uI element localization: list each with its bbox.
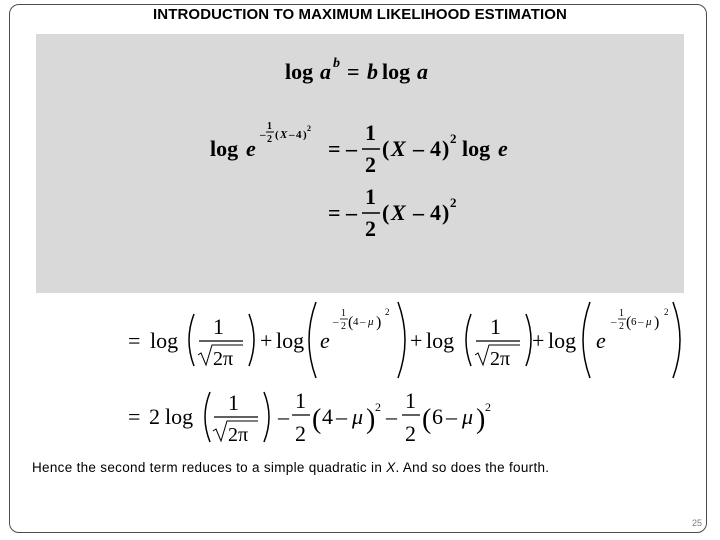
equals-sign: = [328, 136, 341, 161]
equation-log-likelihood-simplified [128, 384, 528, 459]
rparen: ) [476, 404, 486, 435]
fraction-numerator: 1 [405, 388, 416, 413]
page-number: 25 [691, 518, 702, 528]
argument-e: e [498, 136, 508, 161]
fraction-numerator: 1 [490, 314, 501, 339]
log-function: log [462, 136, 491, 161]
rparen: ) [442, 136, 450, 161]
fraction-denominator: 2 [295, 421, 306, 446]
square-exponent: 2 [375, 400, 381, 414]
minus-sign: – [336, 404, 347, 429]
square-exponent: 2 [450, 195, 457, 210]
equation-log-exponential [210, 116, 530, 191]
log-function: log [165, 404, 194, 429]
log-function: log [426, 328, 455, 353]
minus-sign: – [278, 404, 289, 429]
lparen: ( [422, 404, 432, 435]
plus-sign: + [532, 328, 545, 353]
constant-four: 4 [322, 404, 333, 429]
fraction-denominator: 2 [365, 216, 376, 241]
fraction-numerator: 1 [295, 388, 306, 413]
coefficient-two: 2 [149, 404, 160, 429]
base-e: e [596, 328, 606, 353]
coefficient-b: b [367, 59, 378, 84]
log-function: log [285, 59, 314, 84]
exponent-four: 4 [296, 129, 302, 141]
constant-four: 4 [430, 200, 441, 225]
fraction-numerator: 1 [365, 120, 376, 145]
equation-log-likelihood-expanded [128, 298, 688, 388]
caption-text: Hence the second term reduces to a simple quadratic in [32, 460, 387, 475]
variable-x: X [391, 200, 406, 225]
exponent-square: 2 [307, 124, 311, 133]
plus-sign: + [260, 328, 273, 353]
minus-sign: – [413, 136, 424, 161]
minus-sign: – [446, 404, 457, 429]
exponent-rparen: ) [376, 314, 382, 331]
exponent-variable-x: X [280, 129, 288, 141]
minus-sign: – [346, 136, 357, 161]
fraction-numerator: 1 [365, 184, 376, 209]
log-function: log [210, 136, 239, 161]
exponent-minus-sign: – [638, 316, 644, 328]
fraction-denominator: 2 [365, 152, 376, 177]
exponent-rparen: ) [303, 129, 307, 141]
log-function: log [382, 59, 411, 84]
two-pi: 2π [228, 424, 249, 446]
equals-sign: = [347, 59, 360, 84]
exponent-square: 2 [664, 307, 669, 317]
argument-a: a [417, 59, 428, 84]
fraction-numerator: 1 [228, 390, 239, 415]
exponent-denominator: 2 [619, 321, 624, 332]
exponent-lparen: ( [626, 314, 632, 331]
equation-log-power-rule [285, 52, 445, 97]
rparen: ) [366, 404, 376, 435]
log-function: log [548, 328, 577, 353]
fraction-denominator: 2 [405, 421, 416, 446]
base-a: a [320, 59, 331, 84]
rparen: ) [442, 200, 450, 225]
exponent-lparen: ( [275, 129, 279, 141]
lparen: ( [382, 200, 390, 225]
exponent-minus-sign: – [289, 129, 295, 141]
base-e: e [320, 328, 330, 353]
mu: μ [462, 404, 474, 429]
base-e: e [246, 136, 256, 161]
equals-sign: = [128, 328, 141, 353]
caption-variable: X [386, 460, 396, 475]
exponent-minus: – [611, 316, 617, 328]
two-pi: 2π [490, 348, 511, 370]
exponent-numerator: 1 [267, 121, 272, 132]
exponent-minus: – [333, 316, 339, 328]
exponent-denominator: 2 [267, 134, 272, 145]
minus-sign: – [346, 200, 357, 225]
log-function: log [150, 328, 179, 353]
plus-sign: + [410, 328, 423, 353]
fraction-numerator: 1 [213, 314, 224, 339]
lparen: ( [382, 136, 390, 161]
exponent-b: b [333, 56, 340, 71]
exponent-mu: μ [646, 316, 652, 328]
slide-title: INTRODUCTION TO MAXIMUM LIKELIHOOD ESTIMATION [153, 6, 567, 23]
mu: μ [352, 404, 364, 429]
two-pi: 2π [213, 348, 234, 370]
equals-sign: = [128, 404, 141, 429]
exponent-minus-sign: – [360, 316, 366, 328]
constant-four: 4 [430, 136, 441, 161]
exponent-lparen: ( [348, 314, 354, 331]
equation-simplified [328, 184, 478, 249]
square-exponent: 2 [485, 400, 491, 414]
variable-x: X [391, 136, 406, 161]
exponent-rparen: ) [654, 314, 660, 331]
exponent-six: 6 [631, 316, 637, 328]
minus-sign: – [386, 404, 397, 429]
square-exponent: 2 [450, 131, 457, 146]
exponent-minus: – [260, 129, 266, 141]
minus-sign: – [413, 200, 424, 225]
exponent-four: 4 [353, 316, 359, 328]
explanation-caption [32, 460, 692, 475]
exponent-square: 2 [385, 307, 390, 317]
exponent-mu: μ [368, 316, 374, 328]
lparen: ( [312, 404, 322, 435]
exponent-numerator: 1 [341, 308, 346, 319]
equals-sign: = [328, 200, 341, 225]
exponent-denominator: 2 [341, 321, 346, 332]
log-function: log [276, 328, 305, 353]
constant-six: 6 [432, 404, 443, 429]
caption-text: . And so does the fourth. [395, 460, 550, 475]
exponent-numerator: 1 [619, 308, 624, 319]
